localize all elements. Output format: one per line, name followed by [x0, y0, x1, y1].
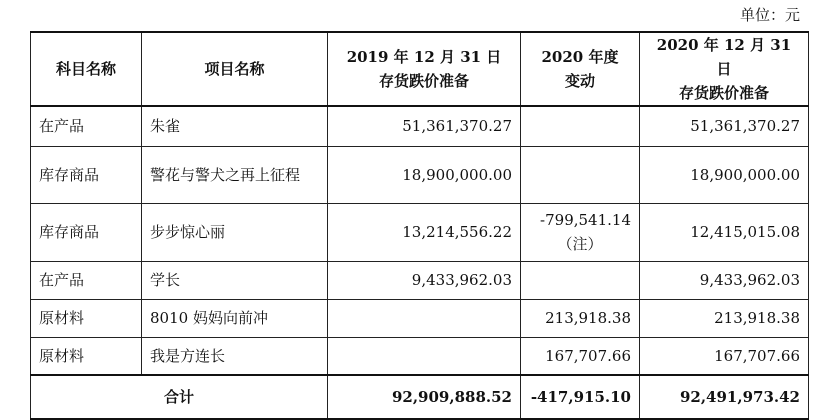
cell-2020-change [521, 146, 640, 203]
cell-item: 8010 妈妈向前冲 [142, 299, 328, 337]
cell-2019-reserve: 13,214,556.22 [328, 203, 521, 261]
unit-label: 单位：元 [739, 6, 800, 24]
table-row [31, 203, 809, 261]
cell-2019-reserve: 51,361,370.27 [328, 106, 521, 146]
table-row [31, 146, 809, 203]
header-change-line1: 2020 年度 [541, 48, 619, 66]
cell-2020-reserve: 9,433,962.03 [640, 261, 809, 299]
change-value: -799,541.14 [540, 211, 631, 229]
table-row [31, 261, 809, 299]
cell-2019-reserve: 9,433,962.03 [328, 261, 521, 299]
cell-item: 警花与警犬之再上征程 [142, 146, 328, 203]
header-2019-reserve [328, 32, 521, 106]
cell-subject: 原材料 [31, 299, 142, 337]
header-2020-line2: 存货跌价准备 [678, 84, 769, 102]
header-2019-line1: 2019 年 12 月 31 日 [346, 48, 502, 66]
table-row [31, 337, 809, 375]
cell-2020-reserve: 213,918.38 [640, 299, 809, 337]
total-2020-reserve: 92,491,973.42 [640, 375, 809, 419]
cell-item: 步步惊心丽 [142, 203, 328, 261]
cell-2019-reserve: 18,900,000.00 [328, 146, 521, 203]
cell-2020-reserve: 51,361,370.27 [640, 106, 809, 146]
header-2020-change [521, 32, 640, 106]
cell-subject: 在产品 [31, 261, 142, 299]
table-row [31, 299, 809, 337]
cell-item: 朱雀 [142, 106, 328, 146]
cell-subject: 原材料 [31, 337, 142, 375]
cell-2020-change: 213,918.38 [521, 299, 640, 337]
header-subject: 科目名称 [31, 32, 142, 106]
cell-2019-reserve [328, 299, 521, 337]
header-2019-line2: 存货跌价准备 [378, 72, 469, 90]
cell-item: 学长 [142, 261, 328, 299]
cell-2020-reserve: 167,707.66 [640, 337, 809, 375]
change-note: （注） [557, 235, 603, 253]
cell-subject: 库存商品 [31, 203, 142, 261]
cell-2020-change [521, 203, 640, 261]
header-item: 项目名称 [142, 32, 328, 106]
cell-2020-change [521, 106, 640, 146]
total-2019-reserve: 92,909,888.52 [328, 375, 521, 419]
header-row [31, 32, 809, 106]
inventory-impairment-table [30, 31, 809, 420]
total-row [31, 375, 809, 419]
cell-2020-change: 167,707.66 [521, 337, 640, 375]
header-2020-line1: 2020 年 12 月 31 日 [656, 36, 792, 78]
total-2020-change: -417,915.10 [521, 375, 640, 419]
cell-2019-reserve [328, 337, 521, 375]
header-2020-reserve [640, 32, 809, 106]
header-change-line2: 变动 [564, 72, 595, 90]
cell-2020-change [521, 261, 640, 299]
cell-item: 我是方连长 [142, 337, 328, 375]
cell-subject: 库存商品 [31, 146, 142, 203]
table-row [31, 106, 809, 146]
cell-2020-reserve: 12,415,015.08 [640, 203, 809, 261]
total-label: 合计 [31, 375, 328, 419]
cell-subject: 在产品 [31, 106, 142, 146]
cell-2020-reserve: 18,900,000.00 [640, 146, 809, 203]
